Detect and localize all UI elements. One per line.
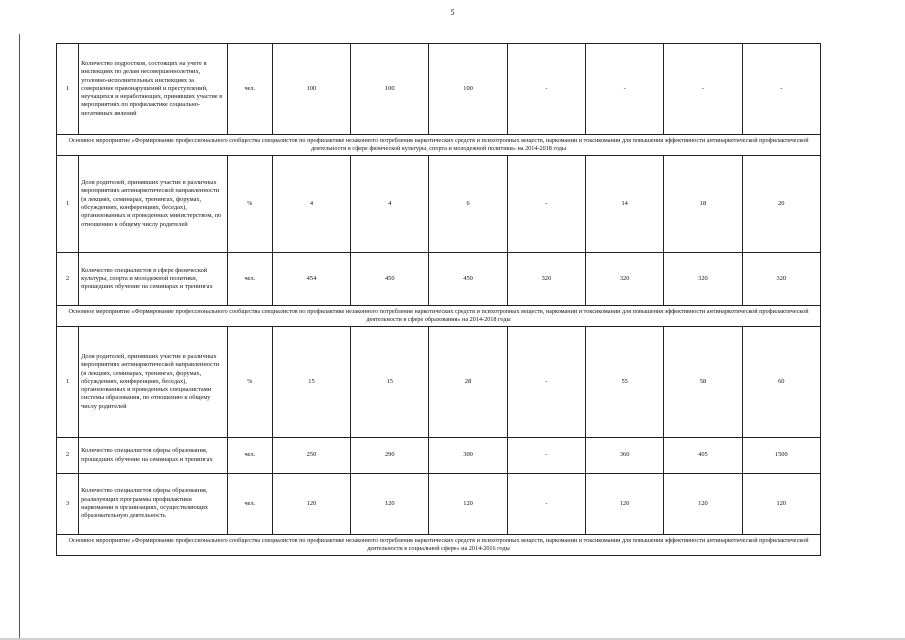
- section-header-row: [57, 135, 821, 156]
- value-cell: 320: [742, 253, 820, 306]
- page-left-margin-line: [19, 34, 20, 640]
- value-cell: 6: [429, 156, 507, 253]
- value-cell: -: [664, 44, 742, 135]
- value-cell: 100: [272, 44, 350, 135]
- row-number: 3: [57, 474, 79, 535]
- section-title: Основное мероприятие «Формирование профессионального сообщества специалистов по профилактике незаконного потребления наркотических средств и психотропных веществ, наркомании и токсикомании для повышения эффективности антинаркотической профилактической деятельности в социальной сфере» на 2014-2016 годы: [57, 535, 821, 556]
- table-row: [57, 253, 821, 306]
- value-cell: 28: [429, 327, 507, 438]
- unit-cell: чел.: [227, 44, 272, 135]
- value-cell: -: [586, 44, 664, 135]
- value-cell: 320: [664, 253, 742, 306]
- value-cell: 15: [351, 327, 429, 438]
- value-cell: 100: [429, 44, 507, 135]
- indicator-name: Количество специалистов сферы образования, прошедших обучение на семинарах и тренингах: [79, 438, 228, 474]
- value-cell: 120: [429, 474, 507, 535]
- value-cell: 120: [664, 474, 742, 535]
- value-cell: 4: [272, 156, 350, 253]
- table-row: [57, 327, 821, 438]
- indicator-name: Количество подростков, состоящих на учете в инспекциях по делам несовершеннолетних, уголовно-исполнительных инспекциях за совершение правонарушений и преступлений, неучащихся и неработающих, принявших участие в мероприятиях по профилактике социально-негативных явлений: [79, 44, 228, 135]
- value-cell: 120: [272, 474, 350, 535]
- value-cell: 1500: [742, 438, 820, 474]
- value-cell: 100: [351, 44, 429, 135]
- value-cell: 320: [586, 253, 664, 306]
- indicator-name: Количество специалистов в сфере физической культуры, спорта и молодежной политики, прошедших обучение на семинарах и тренингах: [79, 253, 228, 306]
- value-cell: -: [507, 156, 585, 253]
- row-number: 1: [57, 44, 79, 135]
- value-cell: -: [507, 327, 585, 438]
- table-row: [57, 44, 821, 135]
- value-cell: -: [507, 474, 585, 535]
- row-number: 1: [57, 156, 79, 253]
- table-row: [57, 474, 821, 535]
- section-header-row: [57, 306, 821, 327]
- value-cell: 20: [742, 156, 820, 253]
- value-cell: 290: [351, 438, 429, 474]
- value-cell: 18: [664, 156, 742, 253]
- indicator-name: Доля родителей, принявших участие в различных мероприятиях антинаркотической направленности (в лекциях, семинарах, тренингах, форумах, обсуждениях, конференциях, беседах), организованных и проведенных специалистами системы образования, по отношению к общему числу родителей: [79, 327, 228, 438]
- row-number: 1: [57, 327, 79, 438]
- indicator-name: Доля родителей, принявших участие в различных мероприятиях антинаркотической направленности (в лекциях, семинарах, тренингах, форумах, обсуждениях, конференциях, беседах), организованных и проведенных министерством, по отношению к общему числу родителей: [79, 156, 228, 253]
- value-cell: 250: [272, 438, 350, 474]
- value-cell: 450: [429, 253, 507, 306]
- value-cell: 55: [586, 327, 664, 438]
- value-cell: -: [507, 44, 585, 135]
- value-cell: 360: [586, 438, 664, 474]
- section-title: Основное мероприятие «Формирование профессионального сообщества специалистов по профилактике незаконного потребления наркотических средств и психотропных веществ, наркомании и токсикомании для повышения эффективности антинаркотической профилактической деятельности в сфере образования» на 2014-2018 годы: [57, 306, 821, 327]
- value-cell: 320: [507, 253, 585, 306]
- value-cell: 454: [272, 253, 350, 306]
- value-cell: -: [742, 44, 820, 135]
- value-cell: 58: [664, 327, 742, 438]
- section-title: Основное мероприятие «Формирование профессионального сообщества специалистов по профилактике незаконного потребления наркотических средств и психотропных веществ, наркомании и токсикомании для повышения эффективности антинаркотической профилактической деятельности в сфере физической культуры, спорта и молодежной политики» на 2014-2018 годы: [57, 135, 821, 156]
- value-cell: 120: [586, 474, 664, 535]
- indicators-table: [56, 43, 821, 556]
- table-row: [57, 438, 821, 474]
- unit-cell: %: [227, 327, 272, 438]
- unit-cell: чел.: [227, 474, 272, 535]
- indicator-name: Количество специалистов сферы образования, реализующих программы профилактики наркомании в организациях, осуществляющих образовательную деятельность: [79, 474, 228, 535]
- value-cell: 120: [351, 474, 429, 535]
- value-cell: 15: [272, 327, 350, 438]
- table-row: [57, 156, 821, 253]
- unit-cell: %: [227, 156, 272, 253]
- unit-cell: чел.: [227, 253, 272, 306]
- value-cell: 405: [664, 438, 742, 474]
- value-cell: 450: [351, 253, 429, 306]
- value-cell: 300: [429, 438, 507, 474]
- value-cell: 14: [586, 156, 664, 253]
- value-cell: 120: [742, 474, 820, 535]
- value-cell: -: [507, 438, 585, 474]
- value-cell: 60: [742, 327, 820, 438]
- unit-cell: чел.: [227, 438, 272, 474]
- section-header-row: [57, 535, 821, 556]
- row-number: 2: [57, 253, 79, 306]
- page-number: 5: [450, 8, 455, 17]
- row-number: 2: [57, 438, 79, 474]
- value-cell: 4: [351, 156, 429, 253]
